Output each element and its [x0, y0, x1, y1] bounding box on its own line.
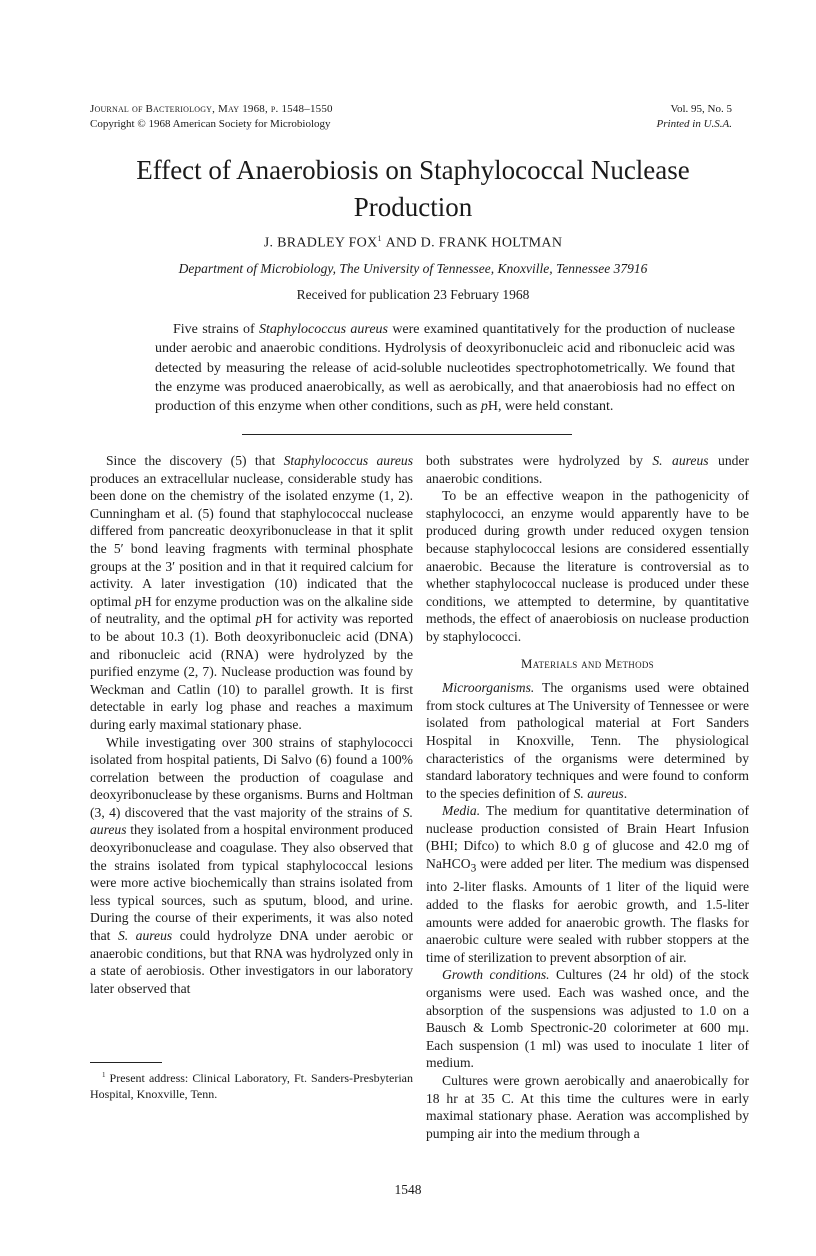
- page-number: 1548: [394, 1182, 422, 1197]
- run-in-heading: Media.: [442, 803, 481, 819]
- media-paragraph: [426, 802, 749, 966]
- author-conjunction: AND: [385, 235, 417, 251]
- right-column: [426, 452, 749, 1142]
- running-header-right: [657, 102, 732, 132]
- author-1-footnote-mark: 1: [377, 234, 382, 243]
- body-text: produces an extracellular nuclease, considerable study has been done on the chemistry of the isolated enzyme (1, 2). Cunningham et al. (5) found that staphylococcal nuclease differed from pancreatic deoxyribonuclease in that it split the 5′ bond leaving fragments with terminal phosphate groups at the 3′ position and in that it required calcium for activity. A later investigation (10) indicated that the optimal: [90, 470, 413, 609]
- volume-issue: Vol. 95, No. 5: [670, 103, 732, 115]
- run-in-heading: Growth conditions.: [442, 967, 550, 983]
- printed-in: Printed in U.S.A.: [656, 118, 732, 130]
- abstract-text: were examined quantitatively for the production of nuclease under aerobic and anaerobic conditions. Hydrolysis of deoxyribonucleic acid and ribonucleic acid was detected by measuring the release of acid-soluble nucleotides spectrophotometrically. We found that the enzyme was produced anaerobically, as well as aerobically, and that anaerobiosis had no effect on production of this enzyme when other conditions, such as: [155, 322, 735, 415]
- body-italic: Staphylococcus aureus: [283, 453, 413, 468]
- body-italic: S. aureus: [573, 785, 624, 801]
- abstract-divider: [242, 434, 572, 435]
- growth-conditions-paragraph: [426, 966, 749, 1072]
- body-text: .: [623, 785, 628, 801]
- running-header-left: [90, 102, 333, 132]
- body-text: H for enzyme production was on the alkaline side of neutrality, and the optimal: [90, 593, 413, 627]
- abstract-italic-p: p: [480, 399, 488, 415]
- footnote-text: Present address: Clinical Laboratory, Ft. Sanders-Presbyterian Hospital, Knoxville, Tenn.: [90, 1071, 413, 1101]
- author-2: D. FRANK HOLTMAN: [420, 235, 563, 251]
- copyright-line: Copyright © 1968 American Society for Microbiology: [90, 118, 331, 130]
- intro-paragraph-2: [90, 734, 413, 998]
- section-heading: [426, 656, 749, 674]
- footnote: [90, 1068, 413, 1102]
- body-text: While investigating over 300 strains of staphylococci isolated from hospital patients, Di Salvo (6) found a 100% correlation between the production of coagulase and deoxyribonuclease by these organisms. Burns and Holtman (3, 4) discovered that the vast majority of the strains of: [90, 734, 413, 820]
- cultures-paragraph: Cultures were grown aerobically and anaerobically for 18 hr at 35 C. At this time the cultures were in early maximal stationary phase. Aeration was accomplished by pumping air into the medium through a: [426, 1072, 749, 1141]
- body-text: The medium for quantitative determination of nuclease production consisted of Brain Heart Infusion (BHI; Difco) to which 8.0 g of glucose and 42.0 mg of NaHCO: [426, 803, 749, 872]
- article-title: Effect of Anaerobiosis on Staphylococcal Nuclease Production: [136, 155, 690, 222]
- abstract-species: Staphylococcus aureus: [259, 322, 389, 337]
- body-text: The organisms used were obtained from stock cultures at The University of Tennessee or were isolated from pathological material at Fort Sanders Hospital in Knoxville, Tenn. The physiological characteristics of the organisms were determined by standard laboratory techniques and were found to conform to the species definition of: [426, 680, 749, 801]
- body-text: were added per liter. The medium was dispensed into 2-liter flasks. Amounts of 1 liter of the liquid were added to the flasks for aerobic growth, and 1.5-liter amounts were added for anaerobic growth. The flasks for anaerobic culture were sealed with rubber stoppers at the time of sterilization to prevent absorption of air.: [426, 856, 749, 965]
- footnote-mark: 1: [102, 1071, 106, 1079]
- section-heading-text: Materials and Methods: [521, 656, 654, 671]
- body-italic: S. aureus: [652, 453, 709, 468]
- intro-paragraph-1: [90, 452, 413, 734]
- abstract: [155, 320, 735, 416]
- intro-continuation: [426, 452, 749, 487]
- run-in-heading: Microorganisms.: [442, 680, 535, 696]
- body-italic: S. aureus: [90, 804, 413, 838]
- body-text: Since the discovery (5) that: [106, 453, 284, 468]
- author-line: [90, 234, 736, 252]
- abstract-text: Five strains of: [173, 322, 260, 337]
- microorganisms-paragraph: [426, 679, 749, 802]
- author-1: J. BRADLEY FOX: [263, 235, 378, 251]
- body-text: H for activity was reported to be about 10.3 (1). Both deoxyribonucleic acid (DNA) and ribonucleic acid (RNA) were hydrolyzed by the purified enzyme (2, 7). Nuclease production was found by Weckman and Catlin (10) to parallel growth. It is first detectable in early log phase and reaches a maximum during early maximal stationary phase.: [90, 611, 413, 732]
- journal-citation: Journal of Bacteriology, May 1968, p. 1548–1550: [90, 103, 333, 115]
- body-text: could hydrolyze DNA under aerobic or anaerobic conditions, but that RNA was hydrolyzed only in a state of aerobiosis. Other investigators in our laboratory later observed that: [90, 928, 413, 996]
- body-italic: p: [135, 593, 142, 609]
- intro-paragraph-3: To be an effective weapon in the pathogenicity of staphylococci, an enzyme would apparently have to be produced during growth under reduced oxygen tension because staphylococcal lesions are considered essentially anaerobic. Because the literature is controversial as to whether staphylococcal nuclease is produced under these conditions, we attempted to determine, by quantitative methods, the effect of anaerobiosis on nuclease production by staphylococci.: [426, 488, 749, 644]
- footnote-divider: [90, 1062, 162, 1063]
- abstract-text: H, were held constant.: [487, 399, 614, 415]
- body-text: both substrates were hydrolyzed by: [426, 453, 653, 468]
- body-text: Cultures (24 hr old) of the stock organisms were used. Each was washed once, and the absorption of the suspensions was adjusted to 1.0 on a Bausch & Lomb Spectronic-20 colorimeter at 600 mμ. Each suspension (1 ml) was used to inoculate 1 liter of medium.: [426, 967, 749, 1071]
- body-text: under anaerobic conditions.: [426, 453, 749, 486]
- body-text: they isolated from a hospital environment produced deoxyribonuclease and coagulase. They also observed that the strains isolated from typical staphylococcal lesions were more active biochemically than strains isolated from less typical sources, such as sputum, blood, and urine. During the course of their experiments, it was also noted that: [90, 822, 413, 944]
- received-date: Received for publication 23 February 1968: [296, 287, 530, 302]
- affiliation: Department of Microbiology, The University of Tennessee, Knoxville, Tennessee 37916: [178, 261, 648, 276]
- left-column: [90, 452, 413, 997]
- body-italic: p: [255, 611, 263, 627]
- body-italic: S. aureus: [117, 928, 173, 944]
- subscript: 3: [470, 862, 477, 875]
